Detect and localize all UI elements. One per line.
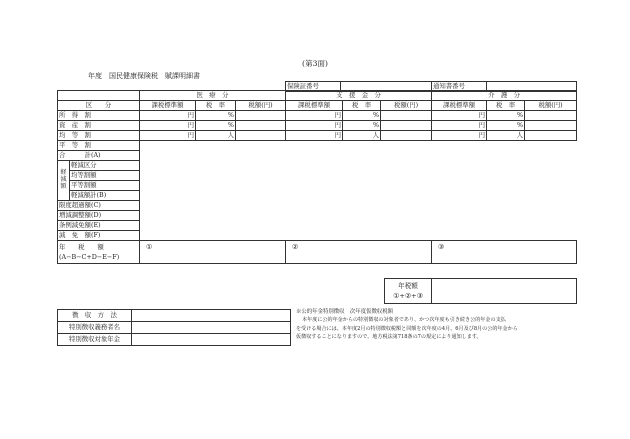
empty-area xyxy=(140,151,577,161)
row-label: 資 産 割 xyxy=(58,121,140,131)
cell xyxy=(236,111,286,121)
document-title: 年度 国民健康保険税 賦課明細書 xyxy=(88,72,200,80)
row-equal xyxy=(58,131,577,141)
row-label: 増減調整額(D) xyxy=(58,211,140,221)
empty-area xyxy=(140,201,577,211)
row-annual-tax xyxy=(58,241,577,264)
unit-yen: 円 xyxy=(140,131,196,141)
row-adjust xyxy=(58,211,577,221)
unit-yen: 円 xyxy=(432,111,487,121)
assessment-table xyxy=(57,90,577,264)
unit-percent: % xyxy=(487,111,525,121)
row-reduce-total xyxy=(58,191,577,201)
row-flat xyxy=(58,141,577,151)
col-rate: 税 率 xyxy=(196,101,236,111)
cell xyxy=(381,131,432,141)
row-label: 軽減額計(B) xyxy=(70,191,140,201)
unit-yen: 円 xyxy=(432,131,487,141)
circle-two: ② xyxy=(292,242,299,251)
notice-line-3: 仮徴収することになりますので、地方税法第718条の7の規定により通知します。 xyxy=(296,333,482,340)
annual-total-label: 年税額 xyxy=(398,282,418,290)
circle-one: ① xyxy=(146,242,153,251)
row-label: 軽減区分 xyxy=(70,161,140,171)
category-header: 区 分 xyxy=(58,101,140,111)
col-amount: 税額(円) xyxy=(525,101,577,111)
notice-heading: ※公的年金特別徴収 次年度仮徴収税額 xyxy=(296,309,394,315)
row-ordinance xyxy=(58,221,577,231)
empty-area xyxy=(140,141,577,151)
pension-label: 特別徴収対象年金 xyxy=(58,334,132,346)
annual-total-field[interactable] xyxy=(430,278,577,304)
unit-percent: % xyxy=(343,121,381,131)
section-care: 介 護 分 xyxy=(432,91,577,101)
col-amount: 税額(円) xyxy=(236,101,286,111)
unit-yen: 円 xyxy=(286,111,343,121)
cell xyxy=(525,111,577,121)
row-label: 平 等 割 xyxy=(58,141,140,151)
insurance-no-label: 保険証番号 xyxy=(286,82,341,92)
cell xyxy=(525,131,577,141)
unit-person: 人 xyxy=(343,131,381,141)
circle-three: ③ xyxy=(438,242,445,251)
cell xyxy=(525,121,577,131)
row-label: 減 免 額(F) xyxy=(58,231,140,241)
row-reduce-class xyxy=(58,161,577,171)
pension-notice xyxy=(296,310,576,340)
row-reduce-flat xyxy=(58,181,577,191)
empty-area xyxy=(140,191,577,201)
annual-tax-care xyxy=(432,241,577,264)
annual-tax-label xyxy=(58,241,140,264)
obligor-label: 特別徴収義務者名 xyxy=(58,322,132,334)
obligor-field[interactable] xyxy=(132,322,291,334)
col-base: 課税標準額 xyxy=(432,101,487,111)
row-label: 合 計(A) xyxy=(58,151,140,161)
col-base: 課税標準額 xyxy=(286,101,343,111)
unit-percent: % xyxy=(343,111,381,121)
empty-area xyxy=(140,231,577,241)
unit-percent: % xyxy=(196,121,236,131)
col-rate: 税 率 xyxy=(487,101,525,111)
pension-field[interactable] xyxy=(132,334,291,346)
collection-method-field[interactable] xyxy=(132,310,291,322)
cell xyxy=(236,121,286,131)
cell xyxy=(381,111,432,121)
col-rate: 税 率 xyxy=(343,101,381,111)
row-label: 平等割額 xyxy=(70,181,140,191)
row-total-a xyxy=(58,151,577,161)
notice-no-label: 通知書番号 xyxy=(432,82,487,92)
unit-percent: % xyxy=(487,121,525,131)
empty-area xyxy=(140,181,577,191)
row-limit xyxy=(58,201,577,211)
unit-yen: 円 xyxy=(286,131,343,141)
col-base: 課税標準額 xyxy=(140,101,196,111)
unit-yen: 円 xyxy=(286,121,343,131)
section-support: 支 援 金 分 xyxy=(286,91,432,101)
unit-person: 人 xyxy=(487,131,525,141)
empty-area xyxy=(140,221,577,231)
empty-area xyxy=(140,171,577,181)
unit-yen: 円 xyxy=(432,121,487,131)
annual-tax-medical xyxy=(140,241,286,264)
row-income xyxy=(58,111,577,121)
annual-total-box xyxy=(384,278,432,304)
col-amount: 税額(円) xyxy=(381,101,432,111)
row-reduce-equal xyxy=(58,171,577,181)
cell xyxy=(381,121,432,131)
row-label: 所 得 割 xyxy=(58,111,140,121)
section-medical: 医 療 分 xyxy=(140,91,286,101)
blank-corner xyxy=(58,91,140,101)
unit-person: 人 xyxy=(196,131,236,141)
page-label: (第3面) xyxy=(302,59,328,68)
reduce-group-label: 軽減額 xyxy=(58,161,70,201)
row-label: 条例減免額(E) xyxy=(58,221,140,231)
row-label: 限度超過額(C) xyxy=(58,201,140,211)
row-exempt xyxy=(58,231,577,241)
cell xyxy=(236,131,286,141)
notice-line-1: 本年度に公的年金からの特別徴収の対象者であり、かつ次年度も引き続き公的年金の支払 xyxy=(302,317,506,324)
collection-method-label: 徴 収 方 法 xyxy=(58,310,132,322)
annual-tax-support xyxy=(286,241,432,264)
collection-table xyxy=(57,309,291,346)
row-label: 均 等 割 xyxy=(58,131,140,141)
empty-area xyxy=(140,161,577,171)
row-asset xyxy=(58,121,577,131)
empty-area xyxy=(140,211,577,221)
annual-tax-title: 年 税 額 xyxy=(59,243,104,251)
unit-percent: % xyxy=(196,111,236,121)
annual-tax-formula: (A−B−C+D−E−F) xyxy=(59,252,120,261)
notice-line-2: を受ける場合には、本年度2月の特別徴収税額と同額を次年度の4月、6月及び8月の公的年金から xyxy=(296,325,518,332)
row-label: 均等割額 xyxy=(70,171,140,181)
unit-yen: 円 xyxy=(140,121,196,131)
unit-yen: 円 xyxy=(140,111,196,121)
annual-total-formula: ①+②+③ xyxy=(393,291,423,300)
